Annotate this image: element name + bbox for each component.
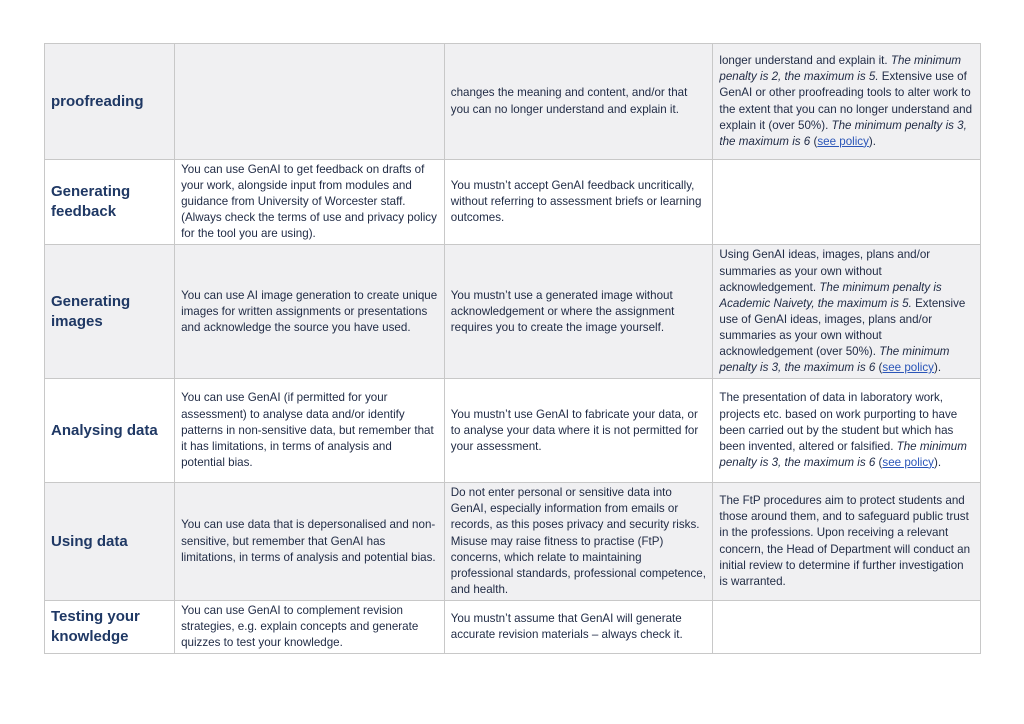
table-row [45, 600, 981, 653]
mustnt-cell: You mustn’t assume that GenAI will generate accurate revision materials – always check it. [444, 600, 713, 653]
table-row [45, 379, 981, 483]
can-cell: You can use GenAI to complement revision strategies, e.g. explain concepts and generate quizzes to test your knowledge. [175, 600, 445, 653]
penalty-cell [713, 160, 981, 245]
table-row [45, 44, 981, 160]
mustnt-cell: Do not enter personal or sensitive data into GenAI, especially information from emails or records, as this poses privacy and security risks. Misuse may raise fitness to practise (FtP) concerns, which relate to maintaining professional standards, professional competence, and health. [444, 483, 713, 601]
mustnt-cell: You mustn’t use GenAI to fabricate your data, or to analyse your data where it is not permitted for your assessment. [444, 379, 713, 483]
mustnt-cell: You mustn’t accept GenAI feedback uncritically, without referring to assessment briefs or learning outcomes. [444, 160, 713, 245]
penalty-range: The minimum penalty is 3, the maximum is 6 [719, 345, 950, 375]
penalty-text: Extensive use of GenAI or other proofreading tools to alter work to the extent that you can no longer understand and explain it (over 50%). [719, 70, 973, 132]
penalty-range: The minimum penalty is 3, the maximum is 6 [719, 118, 967, 148]
genai-usage-table [44, 43, 981, 654]
topic-cell: Generating feedback [45, 160, 175, 245]
topic-cell: proofreading [45, 44, 175, 160]
can-cell: You can use GenAI to get feedback on drafts of your work, alongside input from modules and guidance from University of Worcester staff. (Always check the terms of use and privacy policy for the tool you are using). [175, 160, 445, 245]
topic-cell: Analysing data [45, 379, 175, 483]
mustnt-cell: You mustn’t use a generated image without acknowledgement or where the assignment requires you to create the image yourself. [444, 245, 713, 379]
penalty-cell: The presentation of data in laboratory work, projects etc. based on work purporting to have been carried out by the student but which has been invented, altered or falsified. The minimum penalty is 3, the maximum is 6 (see policy). [713, 379, 981, 483]
penalty-cell [713, 600, 981, 653]
penalty-range: The minimum penalty is 3, the maximum is 6 [719, 439, 967, 469]
can-cell: You can use data that is depersonalised and non-sensitive, but remember that GenAI has limitations, in terms of analysis and potential bias. [175, 483, 445, 601]
see-policy-link[interactable]: see policy [882, 361, 934, 375]
can-cell [175, 44, 445, 160]
penalty-text: Using GenAI ideas, images, plans and/or summaries as your own without acknowledgement. [719, 248, 931, 294]
table-row [45, 160, 981, 245]
penalty-range: The minimum penalty is 2, the maximum is 5. [719, 54, 962, 84]
topic-cell: Using data [45, 483, 175, 601]
penalty-range: The minimum penalty is Academic Naivety, the maximum is 5. [719, 280, 942, 310]
topic-cell: Testing your knowledge [45, 600, 175, 653]
mustnt-cell: changes the meaning and content, and/or that you can no longer understand and explain it. [444, 44, 713, 160]
penalty-cell: Using GenAI ideas, images, plans and/or summaries as your own without acknowledgement. The minimum penalty is Academic Naivety, the maximum is 5. Extensive use of GenAI ideas, images, plans and/or summaries as your own without acknowledgement (over 50%). The minimum penalty is 3, the maximum is 6 (see policy). [713, 245, 981, 379]
penalty-cell: longer understand and explain it. The minimum penalty is 2, the maximum is 5. Extensive use of GenAI or other proofreading tools to alter work to the extent that you can no longer understand and explain it (over 50%). The minimum penalty is 3, the maximum is 6 (see policy). [713, 44, 981, 160]
penalty-cell: The FtP procedures aim to protect students and those around them, and to safeguard public trust in the professions. Upon receiving a relevant concern, the Head of Department will conduct an initial review to determine if further investigation is warranted. [713, 483, 981, 601]
topic-cell: Generating images [45, 245, 175, 379]
penalty-text: The presentation of data in laboratory work, projects etc. based on work purporting to have been carried out by the student but which has been invented, altered or falsified. [719, 391, 958, 453]
can-cell: You can use GenAI (if permitted for your assessment) to analyse data and/or identify patterns in non-sensitive data, but remember that it has limitations, in terms of analysis and potential bias. [175, 379, 445, 483]
see-policy-link[interactable]: see policy [817, 134, 869, 148]
penalty-text: Extensive use of GenAI ideas, images, plans and/or summaries as your own without acknowledgement (over 50%). [719, 296, 966, 359]
table-row [45, 245, 981, 379]
table-row [45, 483, 981, 601]
see-policy-link[interactable]: see policy [882, 455, 934, 469]
can-cell: You can use AI image generation to create unique images for written assignments or presentations and acknowledge the source you have used. [175, 245, 445, 379]
penalty-text: longer understand and explain it. [719, 54, 888, 68]
